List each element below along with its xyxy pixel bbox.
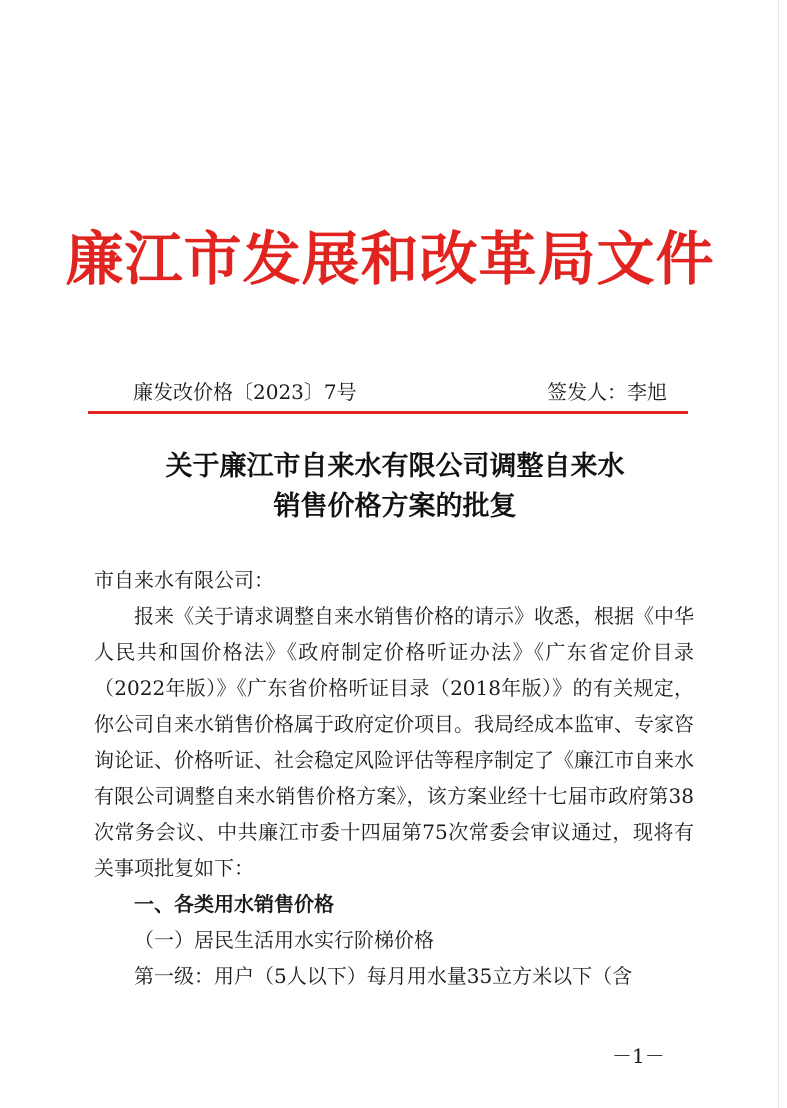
signer: 签发人：李旭 (547, 380, 667, 404)
section-heading-1: 一、各类用水销售价格 (134, 892, 334, 916)
page-edge-line (778, 0, 779, 1108)
issuing-authority-title: 廉江市发展和改革局文件 (65, 225, 715, 293)
document-body (94, 562, 694, 994)
salutation: 市自来水有限公司： (94, 568, 274, 592)
page-number: －1－ (612, 1044, 665, 1068)
body-paragraph-2: 第一级：用户（5人以下）每月用水量35立方米以下（含 (134, 964, 633, 988)
document-title-line-1: 关于廉江市自来水有限公司调整自来水 (165, 451, 625, 482)
subsection-heading-1: （一）居民生活用水实行阶梯价格 (134, 928, 434, 952)
red-separator-line (88, 411, 688, 414)
document-title (80, 447, 710, 527)
document-number: 廉发改价格〔2023〕7号 (133, 380, 357, 404)
body-paragraph-1: 报来《关于请求调整自来水销售价格的请示》收悉，根据《中华人民共和国价格法》《政府制定价格听证办法》《广东省定价目录（2022年版）》《广东省价格听证目录（2018年版）》的有关规定，你公司自来水销售价格属于政府定价项目。我局经成本监审、专家咨询论证、价格听证、社会稳定风险评估等程序制定了《廉江市自来水有限公司调整自来水销售价格方案》，该方案业经十七届市政府第38次常务会议、中共廉江市委十四届第75次常委会审议通过，现将有关事项批复如下： (94, 604, 694, 880)
document-title-line-2: 销售价格方案的批复 (273, 491, 517, 522)
